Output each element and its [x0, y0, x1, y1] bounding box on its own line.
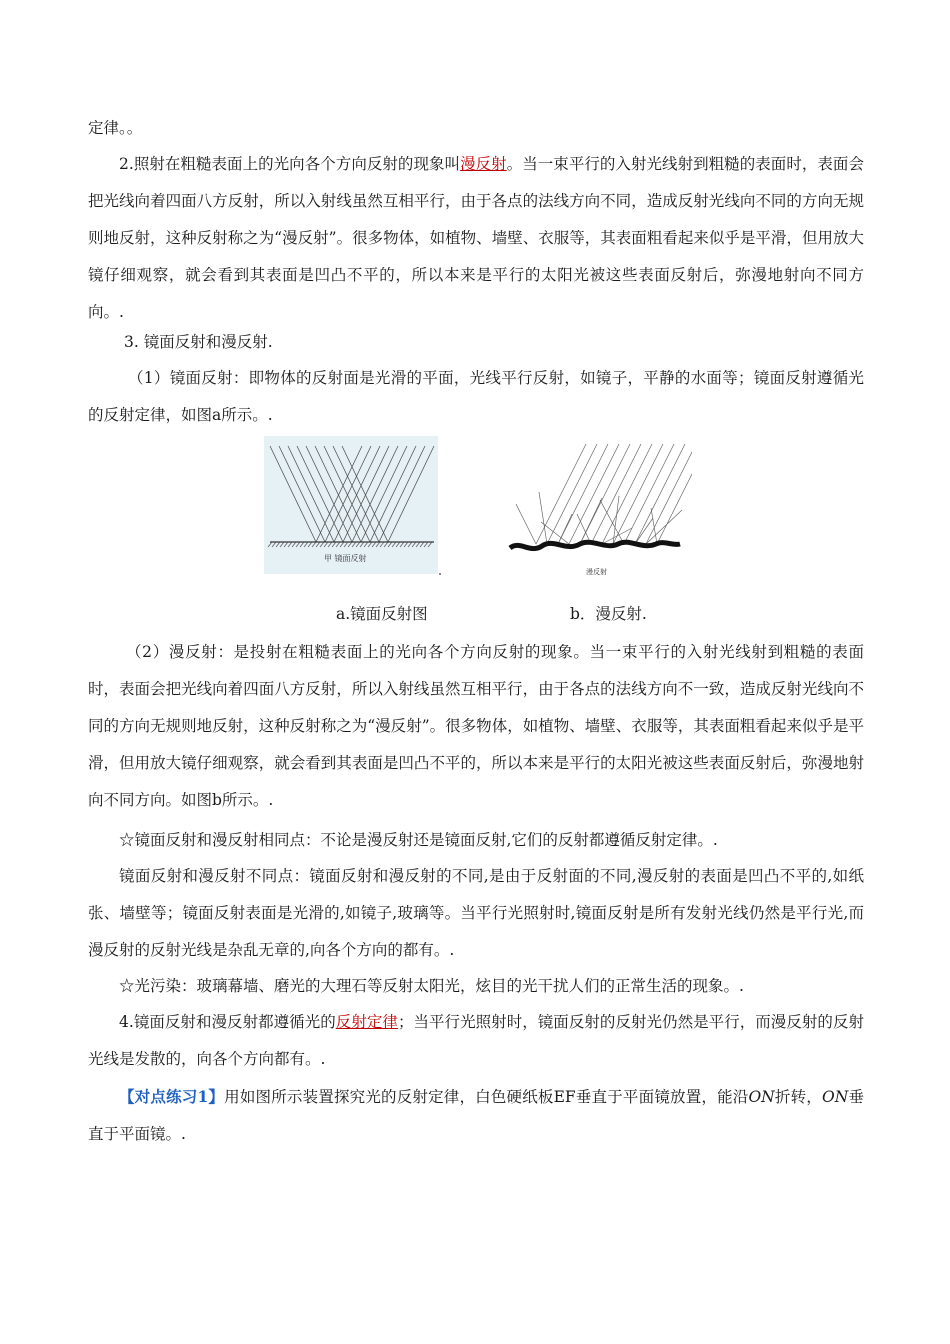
figure-b-label: 漫反射 [586, 568, 607, 576]
figure-diffuse-reflection [506, 440, 692, 580]
term-diffuse-reflection: 漫反射 [460, 155, 507, 173]
section-heading-3: 3. 镜面反射和漫反射. [124, 333, 273, 351]
figure-a-label: 甲 镜面反射 [324, 554, 367, 563]
paragraph-similarity: ☆镜面反射和漫反射相同点：不论是漫反射还是镜面反射,它们的反射都遵循反射定律。. [119, 831, 718, 849]
paragraph-continuation: 定律。。 [88, 119, 143, 137]
paragraph-law: 4.镜面反射和漫反射都遵循光的反射定律；当平行光照射时，镜面反射的反射光仍然是平行，而漫反射的反射光线是发散的，向各个方向都有。. [88, 1013, 864, 1068]
paragraph-diffuse-detail: （2）漫反射：是投射在粗糙表面上的光向各个方向反射的现象。当一束平行的入射光线射到粗糙的表面时，表面会把光线向着四面八方反射，所以入射线虽然互相平行，由于各点的法线方向不一致，造成反射光线向不同的方向无规则地反射，这种反射称之为“漫反射”。很多物体，如植物、墙壁、衣服等，其表面粗看起来似乎是平滑，但用放大镜仔细观察，就会看到其表面是凹凸不平的，所以本来是平行的太阳光被这些表面反射后，弥漫地射向不同方向。如图b所示。. [88, 643, 864, 809]
figure-specular-reflection [264, 436, 442, 578]
caption-figure-b: b．漫反射. [570, 605, 647, 623]
exercise-tag: 【对点练习1】 [119, 1087, 225, 1106]
term-reflection-law: 反射定律 [335, 1013, 398, 1031]
paragraph-difference: 镜面反射和漫反射不同点：镜面反射和漫反射的不同,是由于反射面的不同,漫反射的表面是凹凸不平的,如纸张、墙壁等；镜面反射表面是光滑的,如镜子,玻璃等。当平行光照射时,镜面反射是所有发射光线仍然是平行光,而漫反射的反射光线是杂乱无章的,向各个方向的都有。. [88, 867, 864, 959]
paragraph-light-pollution: ☆光污染：玻璃幕墙、磨光的大理石等反射太阳光，炫目的光干扰人们的正常生活的现象。. [119, 977, 744, 995]
caption-figure-a: a.镜面反射图 [336, 605, 428, 623]
paragraph-diffuse-definition: 2.照射在粗糙表面上的光向各个方向反射的现象叫漫反射。当一束平行的入射光线射到粗糙的表面时，表面会把光线向着四面八方反射，所以入射线虽然互相平行，由于各点的法线方向不同，造成反射光线向不同的方向无规则地反射，这种反射称之为“漫反射”。很多物体，如植物、墙壁、衣服等，其表面粗看起来似乎是平滑，但用放大镜仔细观察，就会看到其表面是凹凸不平的，所以本来是平行的太阳光被这些表面反射后，弥漫地射向不同方向。. [88, 155, 864, 321]
paragraph-exercise: 【对点练习1】用如图所示装置探究光的反射定律，白色硬纸板EF垂直于平面镜放置，能沿ON折转，ON垂直于平面镜。. [88, 1087, 864, 1143]
paragraph-specular: （1）镜面反射：即物体的反射面是光滑的平面，光线平行反射，如镜子，平静的水面等；镜面反射遵循光的反射定律，如图a所示。. [88, 369, 864, 424]
